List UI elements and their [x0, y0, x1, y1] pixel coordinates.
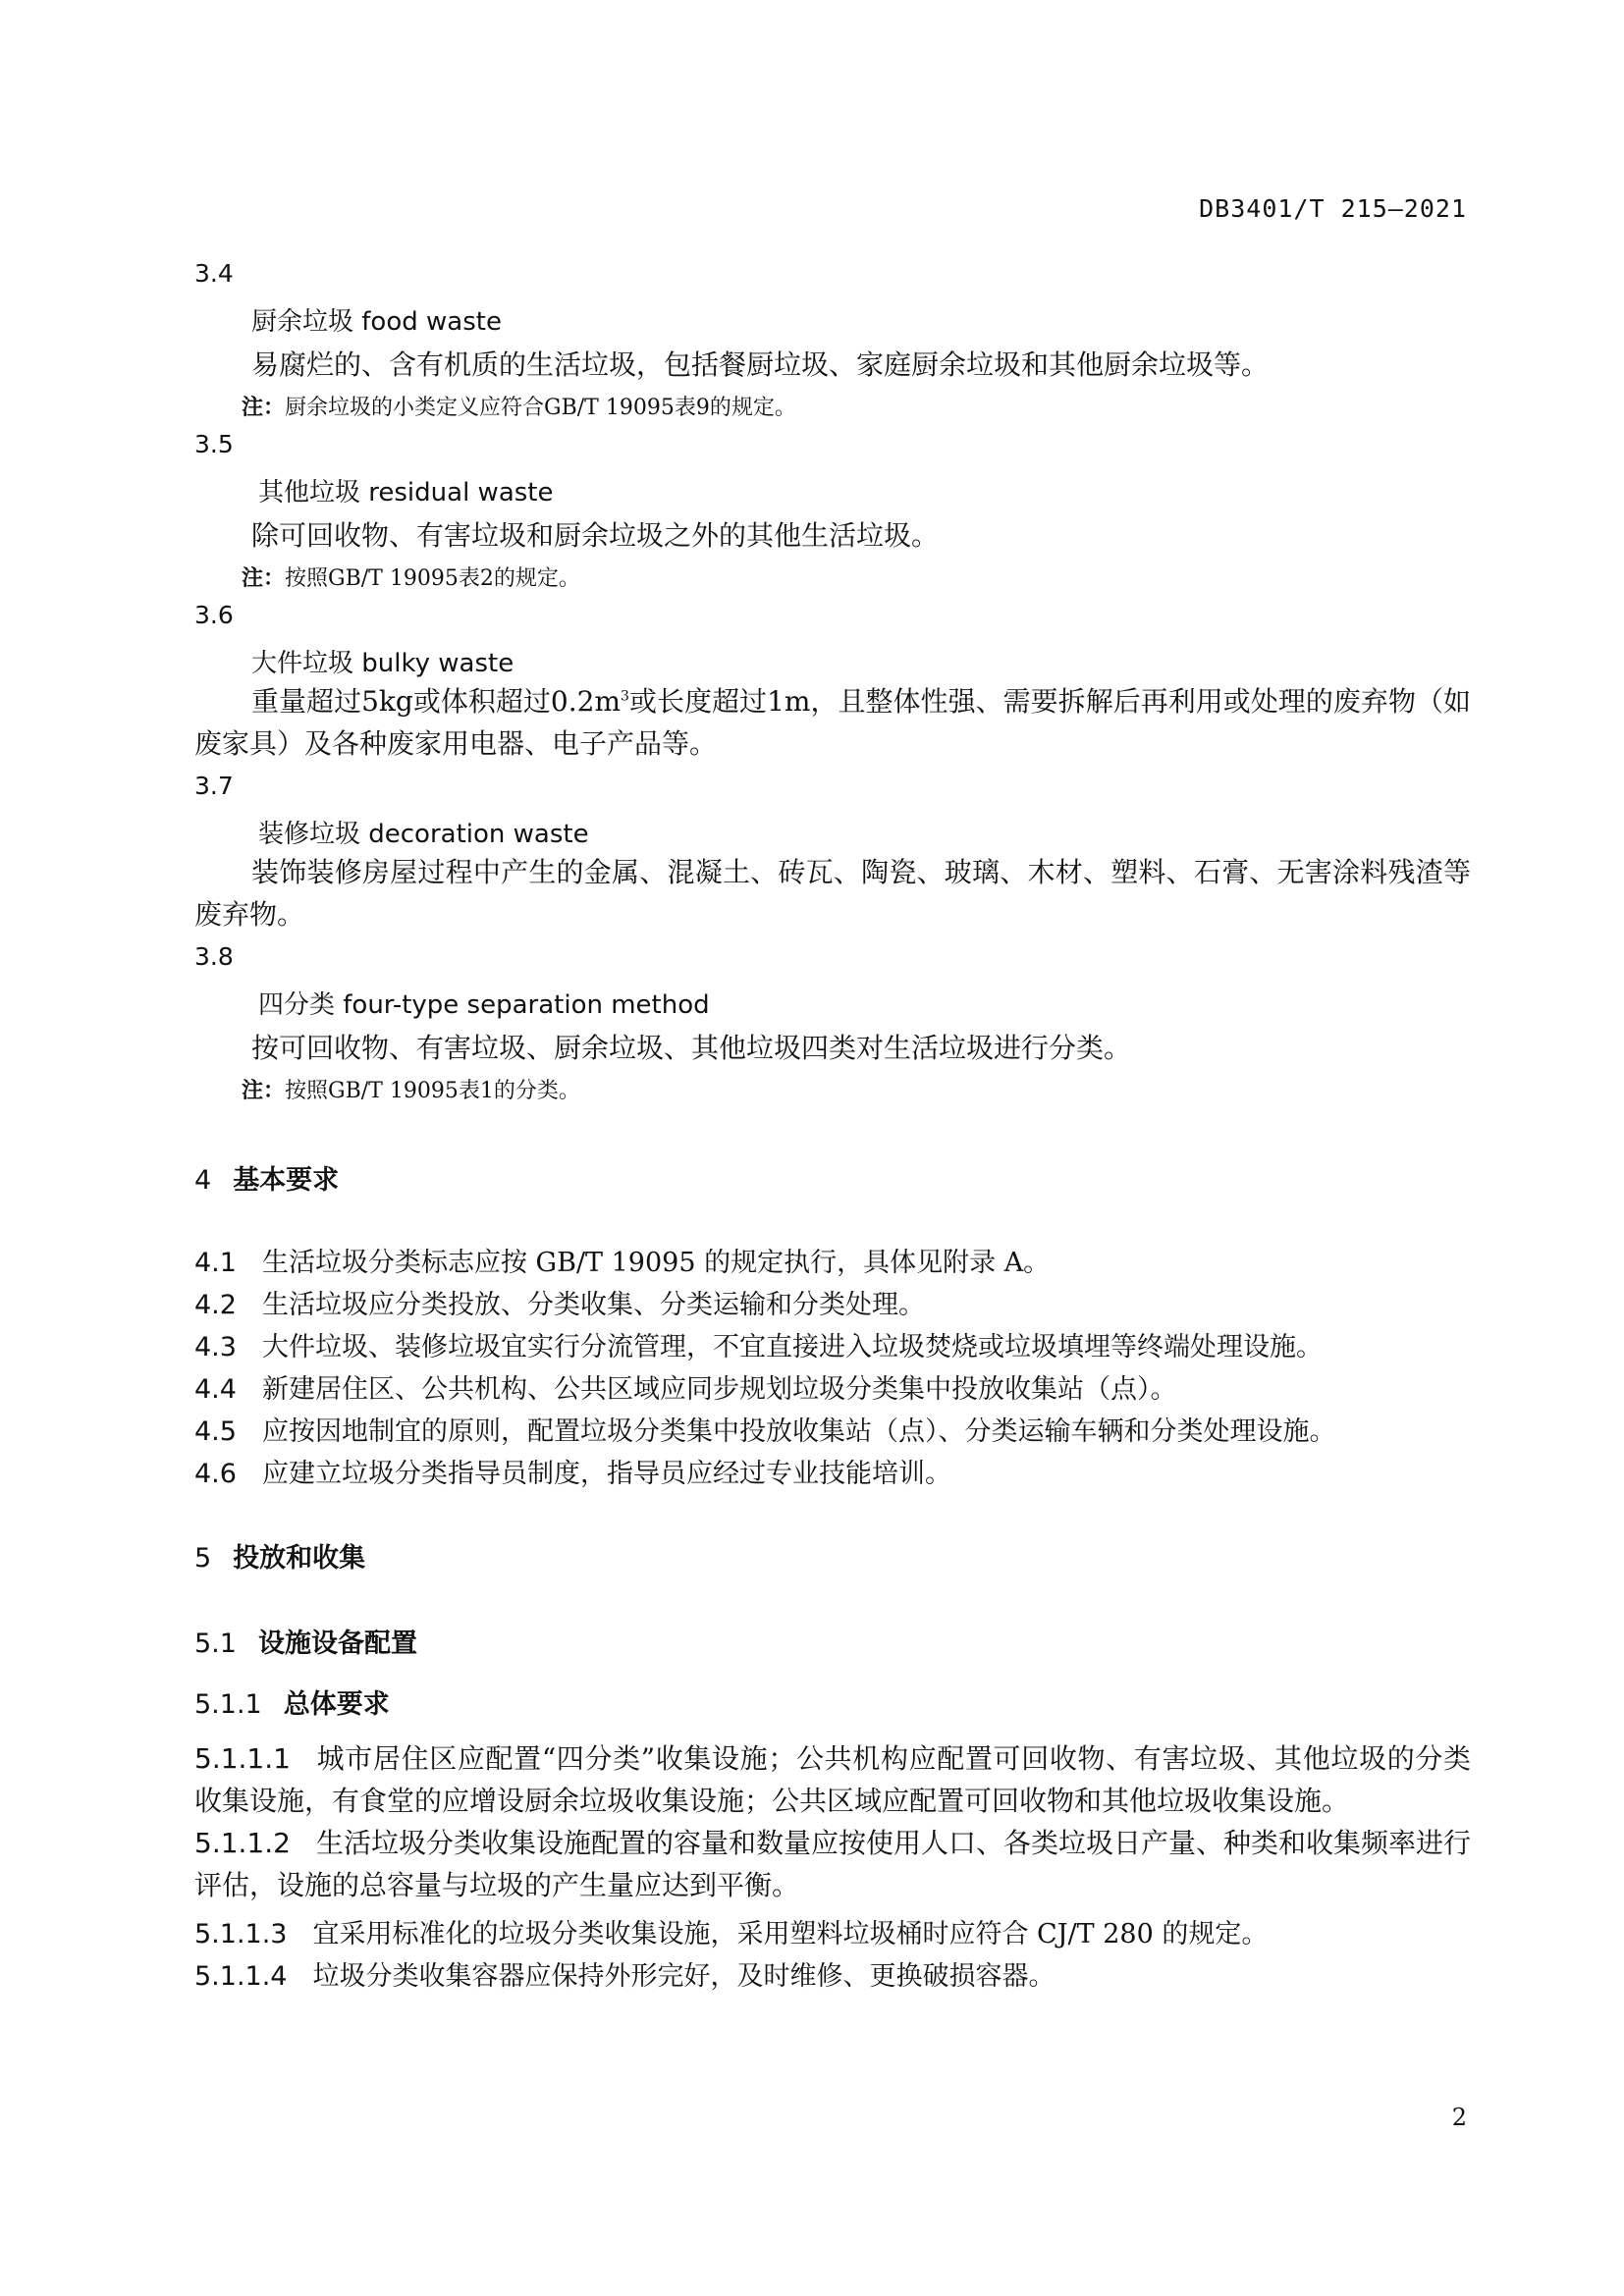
- term-number: 3.5: [194, 430, 234, 458]
- note-text: 厨余垃圾的小类定义应符合GB/T 19095表9的规定。: [285, 396, 796, 420]
- section-number: 5.1: [194, 1629, 237, 1659]
- term-title: 大件垃圾 bulky waste: [251, 649, 514, 678]
- term-number: 3.7: [194, 772, 234, 800]
- note-label: 注：: [242, 396, 286, 420]
- definition-part: 重量超过5kg或体积超过0.2m: [251, 685, 622, 718]
- definition-part: 或长度超过1m，且整体性强、需要拆解后再利用或处理的废弃物（如废家具）及各种废家用电器、电子产品等。: [194, 685, 1471, 760]
- clause-text: 城市居住区应配置“四分类”收集设施；公共机构应配置可回收物、有害垃圾、其他垃圾的分类收集设施，有食堂的应增设厨余垃圾收集设施；公共区域应配置可回收物和其他垃圾收集设施。: [194, 1742, 1471, 1817]
- clause-number: 5.1.1.2: [194, 1827, 291, 1859]
- note-text: 按照GB/T 19095表1的分类。: [285, 1079, 580, 1103]
- clause-text: 新建居住区、公共机构、公共区域应同步规划垃圾分类集中投放收集站（点）。: [261, 1374, 1177, 1405]
- clause-text: 生活垃圾分类标志应按 GB/T 19095 的规定执行，具体见附录 A。: [261, 1248, 1051, 1278]
- document-id-header: DB3401/T 215—2021: [1199, 194, 1467, 223]
- clause-text: 垃圾分类收集容器应保持外形完好，及时维修、更换破损容器。: [312, 1961, 1056, 1992]
- note-label: 注：: [242, 566, 286, 591]
- clause: [194, 1822, 1471, 1906]
- clause: [194, 1954, 1055, 1993]
- chapter-number: 4: [194, 1165, 212, 1196]
- subsection-heading: [194, 1682, 390, 1721]
- term-title: 装修垃圾 decoration waste: [258, 820, 589, 849]
- term-definition: [194, 680, 1471, 765]
- clause-text: 生活垃圾应分类投放、分类收集、分类运输和分类处理。: [261, 1290, 925, 1320]
- clause: [194, 1325, 1323, 1363]
- clause-text: 应按因地制宜的原则，配置垃圾分类集中投放收集站（点）、分类运输车辆和分类处理设施。: [261, 1416, 1336, 1447]
- clause-number: 5.1.1.1: [194, 1742, 291, 1775]
- clause-number: 4.4: [194, 1374, 237, 1405]
- term-note: [242, 1074, 580, 1104]
- clause-text: 大件垃圾、装修垃圾宜实行分流管理，不宜直接进入垃圾焚烧或垃圾填埋等终端处理设施。: [261, 1332, 1323, 1362]
- term-definition: 按可回收物、有害垃圾、厨余垃圾、其他垃圾四类对生活垃圾进行分类。: [251, 1032, 1132, 1064]
- clause-text: 应建立垃圾分类指导员制度，指导员应经过专业技能培训。: [261, 1459, 951, 1489]
- clause-number: 5.1.1.4: [194, 1961, 288, 1992]
- term-number: 3.4: [194, 259, 234, 288]
- term-title: 厨余垃圾 food waste: [251, 307, 502, 337]
- superscript: 3: [621, 688, 629, 705]
- clause: [194, 1452, 951, 1490]
- clause-text: 生活垃圾分类收集设施配置的容量和数量应按使用人口、各类垃圾日产量、种类和收集频率进行评估，设施的总容量与垃圾的产生量应达到平衡。: [194, 1827, 1471, 1901]
- term-title: 其他垃圾 residual waste: [258, 478, 554, 507]
- clause-number: 5.1.1.3: [194, 1919, 288, 1949]
- clause: [194, 1367, 1176, 1406]
- subsection-title: 总体要求: [283, 1689, 390, 1720]
- clause-number: 4.5: [194, 1416, 237, 1447]
- clause-number: 4.2: [194, 1290, 237, 1320]
- chapter-number: 5: [194, 1543, 212, 1574]
- note-label: 注：: [242, 1079, 286, 1103]
- term-definition: 装饰装修房屋过程中产生的金属、混凝土、砖瓦、陶瓷、玻璃、木材、塑料、石膏、无害涂料残渣等废弃物。: [194, 856, 1471, 931]
- term-number: 3.6: [194, 601, 234, 629]
- clause: [194, 1241, 1050, 1279]
- page-number: 2: [1451, 2104, 1467, 2131]
- term-definition: 除可回收物、有害垃圾和厨余垃圾之外的其他生活垃圾。: [251, 519, 940, 552]
- section-heading: [194, 1622, 417, 1660]
- chapter-heading: [194, 1158, 339, 1197]
- clause-number: 4.1: [194, 1248, 237, 1278]
- term-definition: 易腐烂的、含有机质的生活垃圾，包括餐厨垃圾、家庭厨余垃圾和其他厨余垃圾等。: [251, 348, 1270, 381]
- clause: [194, 1737, 1471, 1822]
- term-note: [242, 391, 796, 421]
- term-title: 四分类 four-type separation method: [258, 990, 710, 1020]
- clause-number: 4.3: [194, 1332, 237, 1362]
- note-text: 按照GB/T 19095表2的规定。: [285, 566, 580, 591]
- clause: [194, 1912, 1268, 1950]
- chapter-heading: [194, 1536, 365, 1575]
- section-title: 设施设备配置: [257, 1629, 417, 1659]
- chapter-title: 基本要求: [233, 1165, 340, 1196]
- clause-text: 宜采用标准化的垃圾分类收集设施，采用塑料垃圾桶时应符合 CJ/T 280 的规定。: [312, 1919, 1269, 1949]
- chapter-title: 投放和收集: [233, 1543, 366, 1574]
- clause-number: 4.6: [194, 1459, 237, 1489]
- term-number: 3.8: [194, 942, 234, 971]
- clause: [194, 1410, 1335, 1448]
- term-note: [242, 561, 580, 592]
- subsection-number: 5.1.1: [194, 1689, 262, 1720]
- clause: [194, 1283, 925, 1321]
